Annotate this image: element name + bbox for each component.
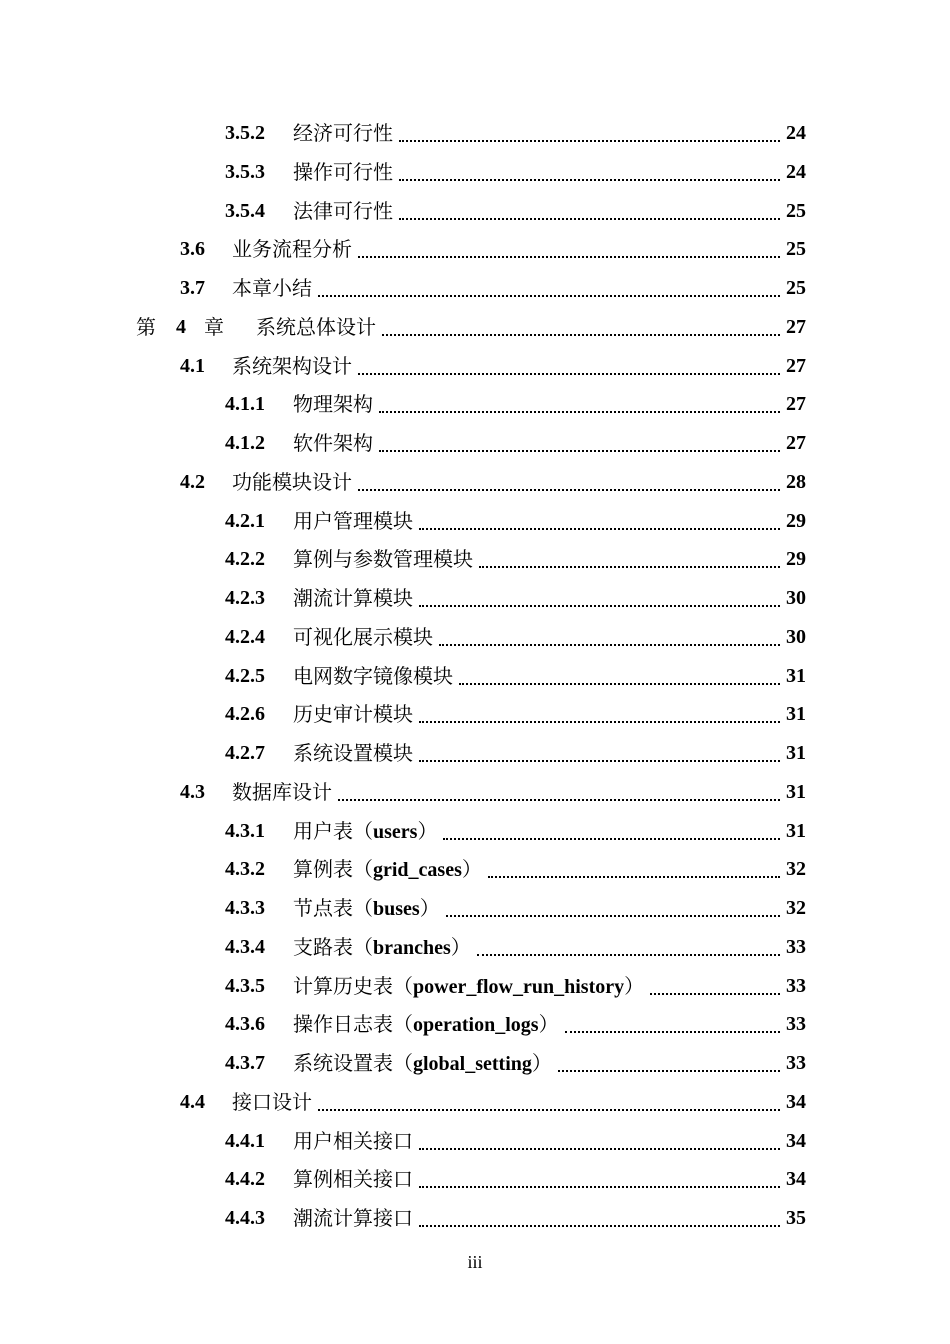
toc-entry[interactable] [0, 230, 950, 269]
section-number: 4.4 [180, 1090, 205, 1113]
section-title [293, 192, 393, 231]
page-ref: 28 [786, 470, 806, 493]
section-title [232, 773, 332, 812]
dot-leader [379, 450, 780, 452]
page-ref: 27 [786, 393, 806, 416]
section-title-text: 物理架构 [293, 392, 373, 417]
dot-leader [419, 760, 780, 762]
section-title-text: 算例与参数管理模块 [293, 547, 473, 572]
dot-leader [439, 644, 780, 646]
page-ref: 27 [786, 354, 806, 377]
section-title-text: 系统设置表 [293, 1051, 393, 1075]
dot-leader [358, 373, 780, 375]
dot-leader [419, 605, 780, 607]
dot-leader [558, 1070, 780, 1072]
toc-entry[interactable] [0, 347, 950, 386]
section-number: 4.1.2 [225, 432, 265, 454]
section-title [232, 269, 312, 308]
toc-entry[interactable] [0, 463, 950, 502]
toc-entry[interactable] [0, 579, 950, 618]
section-number: 4.2.5 [225, 664, 265, 687]
page-ref: 33 [786, 974, 806, 997]
toc-entry[interactable] [0, 967, 950, 1006]
toc-entry[interactable] [0, 1199, 950, 1238]
section-number: 4.4.3 [225, 1207, 265, 1229]
section-number: 3.6 [180, 238, 205, 261]
section-title: 系统设置表（global_setting） [293, 1051, 552, 1075]
section-number: 4.2.2 [225, 548, 265, 571]
section-title-text: 数据库设计 [232, 779, 332, 804]
dot-leader [318, 295, 780, 297]
page-ref: 31 [786, 742, 806, 764]
toc-entry[interactable] [0, 153, 950, 192]
section-title [293, 695, 413, 734]
toc-entry[interactable] [0, 773, 950, 812]
section-number: 4.1 [180, 354, 205, 377]
section-title-text: 历史审计模块 [293, 702, 413, 727]
dot-leader [399, 179, 780, 181]
page-ref: 29 [786, 548, 806, 571]
toc-entry[interactable] [0, 1083, 950, 1122]
section-title [293, 734, 413, 773]
dot-leader [488, 876, 780, 878]
dot-leader [459, 683, 780, 685]
section-title-text: 可视化展示模块 [293, 624, 433, 649]
section-title-text: 算例表 [293, 857, 353, 882]
chapter-number: 4 [176, 315, 186, 338]
toc-entry[interactable] [0, 1160, 950, 1199]
toc-entry[interactable] [0, 385, 950, 424]
toc-entry[interactable] [0, 657, 950, 696]
dot-leader [650, 993, 780, 995]
page-ref: 35 [786, 1207, 806, 1229]
toc-entry[interactable] [0, 269, 950, 308]
section-title: 操作日志表（operation_logs） [293, 1012, 559, 1037]
toc-entry[interactable] [0, 1005, 950, 1044]
section-title [293, 1160, 413, 1199]
section-title [232, 1083, 312, 1122]
page-ref: 34 [786, 1129, 806, 1152]
section-title [293, 153, 393, 192]
page-ref: 27 [786, 315, 806, 338]
section-title-english: operation_logs [413, 1014, 539, 1037]
toc-entry[interactable] [0, 850, 950, 889]
section-number: 4.3.2 [225, 858, 265, 881]
section-title-english: buses [373, 898, 420, 920]
section-title [256, 308, 376, 347]
page-ref: 29 [786, 509, 806, 532]
section-title [232, 230, 352, 269]
section-number: 4.4.1 [225, 1129, 265, 1152]
section-title [232, 463, 352, 502]
toc-entry[interactable] [0, 618, 950, 657]
toc-entry[interactable] [0, 734, 950, 773]
section-title: 支路表（branches） [293, 934, 471, 959]
page-ref: 31 [786, 819, 806, 842]
section-title [293, 114, 393, 153]
section-number: 4.3.4 [225, 935, 265, 958]
dot-leader [419, 721, 780, 723]
section-number: 3.7 [180, 277, 205, 299]
section-number: 4.4.2 [225, 1168, 265, 1191]
section-title: 节点表（buses） [293, 896, 440, 920]
toc-entry[interactable] [0, 502, 950, 541]
dot-leader [443, 838, 780, 840]
section-title-text: 软件架构 [293, 431, 373, 455]
dot-leader [419, 1148, 780, 1150]
toc-entry[interactable] [0, 308, 950, 347]
section-number: 4.2.6 [225, 703, 265, 726]
toc-entry[interactable] [0, 1122, 950, 1161]
toc-entry[interactable] [0, 114, 950, 153]
chapter-prefix: 第 [136, 314, 156, 339]
section-number: 4.1.1 [225, 393, 265, 416]
section-title-text: 经济可行性 [293, 121, 393, 145]
section-number: 3.5.3 [225, 160, 265, 183]
section-title-text: 系统设置模块 [293, 741, 413, 765]
dot-leader [419, 1225, 780, 1227]
page-ref: 33 [786, 1052, 806, 1074]
section-title: 算例表（grid_cases） [293, 857, 482, 882]
toc-entry[interactable] [0, 192, 950, 231]
page-ref: 25 [786, 277, 806, 299]
section-title-english: grid_cases [373, 859, 462, 882]
section-title-text: 用户管理模块 [293, 508, 413, 533]
toc-entry[interactable] [0, 695, 950, 734]
section-title-english: global_setting [413, 1053, 532, 1075]
section-number: 3.5.2 [225, 122, 265, 144]
section-number: 4.3.7 [225, 1052, 265, 1074]
page-ref: 31 [786, 664, 806, 687]
dot-leader [379, 411, 780, 413]
section-title-text: 功能模块设计 [232, 469, 352, 494]
section-title-english: power_flow_run_history [413, 975, 625, 998]
dot-leader [318, 1109, 780, 1111]
section-number: 4.2.1 [225, 509, 265, 532]
page-ref: 32 [786, 858, 806, 881]
dot-leader [358, 489, 780, 491]
section-number: 4.3.3 [225, 897, 265, 919]
page-ref: 31 [786, 780, 806, 803]
section-title-text: 业务流程分析 [232, 237, 352, 262]
section-title-text: 用户相关接口 [293, 1128, 413, 1153]
section-title [293, 618, 433, 657]
page-ref: 25 [786, 199, 806, 222]
dot-leader [382, 334, 780, 336]
section-title-text: 系统架构设计 [232, 353, 352, 378]
dot-leader [477, 954, 780, 956]
section-title-english: users [373, 820, 418, 843]
section-title [232, 347, 352, 386]
dot-leader [479, 566, 780, 568]
section-title [293, 502, 413, 541]
section-number: 3.5.4 [225, 199, 265, 222]
section-title [293, 385, 373, 424]
section-title-text: 系统总体设计 [256, 314, 376, 339]
section-title [293, 579, 413, 618]
dot-leader [565, 1031, 780, 1033]
dot-leader [419, 1186, 780, 1188]
page-ref: 30 [786, 587, 806, 609]
page-ref: 33 [786, 935, 806, 958]
section-title-text: 用户表 [293, 818, 353, 843]
dot-leader [399, 140, 780, 142]
toc-entry[interactable] [0, 928, 950, 967]
section-title-text: 法律可行性 [293, 198, 393, 223]
section-number: 4.3.5 [225, 974, 265, 997]
toc-entry[interactable] [0, 889, 950, 928]
section-number: 4.3.1 [225, 819, 265, 842]
dot-leader [338, 799, 780, 801]
table-of-contents [0, 114, 950, 1238]
page-ref: 30 [786, 625, 806, 648]
page-ref: 32 [786, 897, 806, 919]
section-title-text: 支路表 [293, 934, 353, 959]
section-title-text: 潮流计算接口 [293, 1206, 413, 1230]
section-number: 4.2 [180, 470, 205, 493]
section-number: 4.3 [180, 780, 205, 803]
page-ref: 24 [786, 122, 806, 144]
section-title [293, 540, 473, 579]
dot-leader [399, 218, 780, 220]
dot-leader [358, 256, 780, 258]
section-title-text: 计算历史表 [293, 973, 393, 998]
dot-leader [419, 528, 780, 530]
page-ref: 33 [786, 1013, 806, 1036]
section-title [293, 424, 373, 463]
section-title-text: 接口设计 [232, 1089, 312, 1114]
page-ref: 34 [786, 1168, 806, 1191]
section-number: 4.3.6 [225, 1013, 265, 1036]
toc-entry[interactable] [0, 424, 950, 463]
toc-entry[interactable] [0, 540, 950, 579]
section-title: 用户表（users） [293, 818, 438, 843]
section-title-text: 节点表 [293, 896, 353, 920]
page-ref: 24 [786, 160, 806, 183]
toc-entry[interactable] [0, 812, 950, 851]
section-title-english: branches [373, 936, 451, 959]
section-title-text: 操作可行性 [293, 159, 393, 184]
section-title-text: 算例相关接口 [293, 1167, 413, 1192]
section-title-text: 电网数字镜像模块 [293, 663, 453, 688]
dot-leader [446, 915, 780, 917]
section-title [293, 657, 453, 696]
section-title [293, 1199, 413, 1238]
section-number: 4.2.3 [225, 587, 265, 609]
page-ref: 27 [786, 432, 806, 454]
section-number: 4.2.4 [225, 625, 265, 648]
section-title-text: 操作日志表 [293, 1012, 393, 1037]
toc-entry[interactable] [0, 1044, 950, 1083]
section-title-text: 潮流计算模块 [293, 586, 413, 610]
page-ref: 34 [786, 1090, 806, 1113]
chapter-suffix: 章 [204, 314, 224, 339]
section-title: 计算历史表（power_flow_run_history） [293, 973, 645, 998]
page-ref: 25 [786, 238, 806, 261]
section-title-text: 本章小结 [232, 276, 312, 300]
page-ref: 31 [786, 703, 806, 726]
section-title [293, 1122, 413, 1161]
page-number: iii [467, 1252, 483, 1272]
section-number: 4.2.7 [225, 742, 265, 764]
